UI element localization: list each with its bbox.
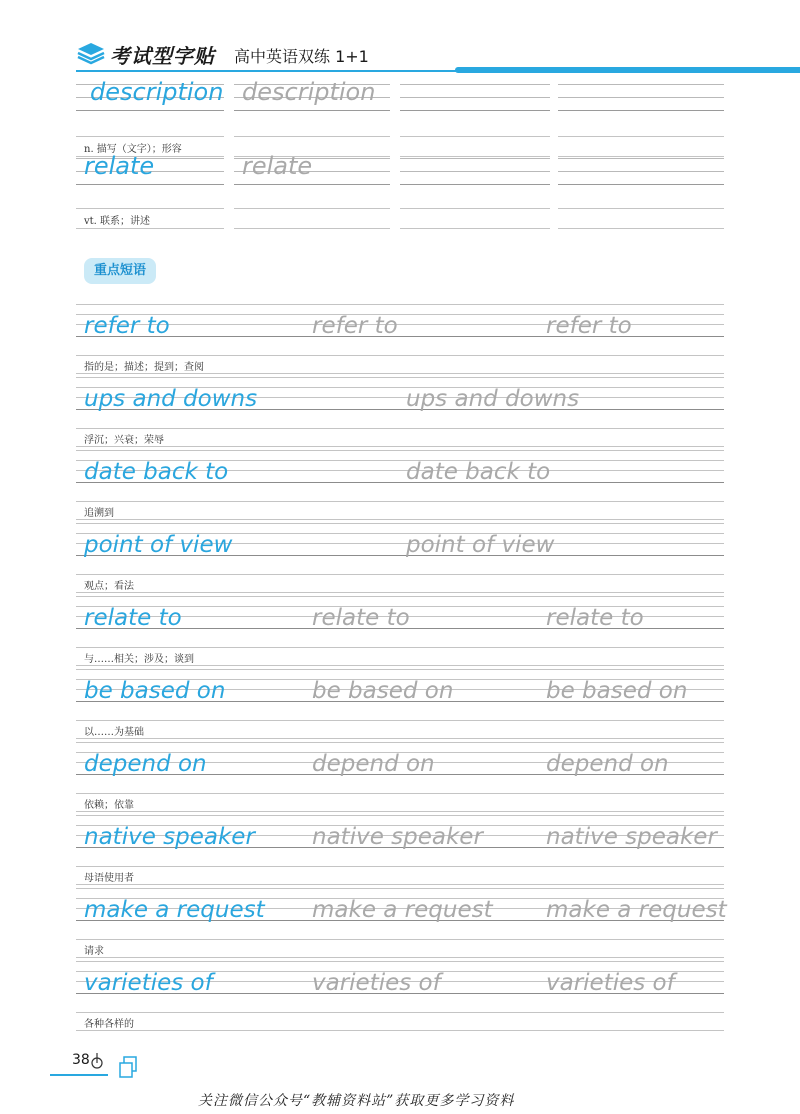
word-writing-cell bbox=[400, 158, 550, 184]
page-number-rule bbox=[50, 1074, 108, 1076]
meaning-rule bbox=[234, 228, 390, 229]
phrase-trace: native speaker bbox=[546, 824, 717, 850]
meaning-rule bbox=[558, 156, 724, 157]
meaning-rule bbox=[400, 208, 550, 209]
book-stack-icon bbox=[76, 37, 106, 67]
phrase-row bbox=[76, 596, 724, 666]
brand-title: 考试型字贴 bbox=[110, 44, 215, 68]
header-accent-bar bbox=[455, 67, 800, 73]
phrase-model: be based on bbox=[84, 678, 226, 704]
phrase-trace: varieties of bbox=[546, 970, 675, 996]
word-writing-cell bbox=[234, 78, 390, 110]
phrase-trace: be based on bbox=[546, 678, 688, 704]
phrase-trace: depend on bbox=[312, 751, 435, 777]
word-meaning: vt. 联系；讲述 bbox=[84, 216, 151, 227]
phrase-meaning: 各种各样的 bbox=[84, 1019, 134, 1030]
meaning-rule bbox=[234, 136, 390, 137]
phrase-model: relate to bbox=[84, 605, 182, 631]
meaning-rule bbox=[558, 208, 724, 209]
phrase-model: native speaker bbox=[84, 824, 255, 850]
meaning-rule bbox=[558, 136, 724, 137]
phrase-meaning: 浮沉；兴衰；荣辱 bbox=[84, 435, 164, 446]
phrase-meaning: 指的是；描述；提到；查阅 bbox=[84, 362, 204, 373]
word-meaning: n. 描写（文字）；形容 bbox=[84, 144, 182, 155]
page-header bbox=[0, 0, 800, 80]
phrase-trace: point of view bbox=[406, 532, 555, 558]
phrase-row bbox=[76, 742, 724, 812]
phrase-row bbox=[76, 961, 724, 1031]
phrase-row bbox=[76, 669, 724, 739]
meaning-rule bbox=[400, 228, 550, 229]
book-title: 高中英语双练 1+1 bbox=[234, 47, 369, 66]
phrase-model: point of view bbox=[84, 532, 233, 558]
word-writing-cell bbox=[76, 78, 224, 110]
phrase-trace: ups and downs bbox=[406, 386, 580, 412]
phrase-trace: native speaker bbox=[312, 824, 483, 850]
page-number: 38 bbox=[72, 1052, 90, 1068]
word-writing-cell bbox=[234, 152, 390, 184]
phrase-model: depend on bbox=[84, 751, 207, 777]
word-model: relate bbox=[84, 152, 155, 180]
meaning-rule bbox=[76, 136, 224, 137]
phrase-trace: make a request bbox=[546, 897, 727, 923]
document-icon bbox=[118, 1056, 138, 1078]
phrase-row bbox=[76, 304, 724, 374]
phrase-trace: depend on bbox=[546, 751, 669, 777]
pen-nib-icon bbox=[90, 1052, 104, 1070]
meaning-rule bbox=[558, 228, 724, 229]
phrase-model: ups and downs bbox=[84, 386, 258, 412]
phrase-trace: relate to bbox=[546, 605, 644, 631]
word-writing-cell bbox=[76, 152, 224, 184]
phrase-model: date back to bbox=[84, 459, 229, 485]
phrase-row bbox=[76, 450, 724, 520]
phrase-trace: relate to bbox=[312, 605, 410, 631]
meaning-rule bbox=[76, 228, 224, 229]
phrase-row bbox=[76, 888, 727, 958]
footer-note: 关注微信公众号“教辅资料站”获取更多学习资料 bbox=[198, 1093, 515, 1109]
word-writing-cell bbox=[400, 84, 550, 110]
meaning-rule bbox=[234, 208, 390, 209]
phrase-trace: varieties of bbox=[312, 970, 441, 996]
phrase-meaning: 请求 bbox=[84, 946, 104, 957]
phrase-model: make a request bbox=[84, 897, 265, 923]
word-model: description bbox=[90, 78, 224, 106]
meaning-rule bbox=[400, 136, 550, 137]
word-trace: description bbox=[242, 78, 376, 106]
phrase-trace: refer to bbox=[312, 313, 398, 339]
phrase-row bbox=[76, 377, 724, 447]
phrase-trace: refer to bbox=[546, 313, 632, 339]
word-writing-cell bbox=[558, 158, 724, 184]
phrase-row bbox=[76, 523, 724, 593]
word-trace: relate bbox=[242, 152, 313, 180]
phrase-meaning: 与……相关；涉及；谈到 bbox=[84, 654, 194, 665]
word-writing-cell bbox=[558, 84, 724, 110]
section-badge: 重点短语 bbox=[84, 258, 156, 284]
phrase-meaning: 母语使用者 bbox=[84, 873, 134, 884]
phrase-meaning: 以……为基础 bbox=[84, 727, 144, 738]
phrase-trace: date back to bbox=[406, 459, 551, 485]
meaning-rule bbox=[76, 208, 224, 209]
phrase-model: refer to bbox=[84, 313, 170, 339]
phrase-row bbox=[76, 815, 724, 885]
meaning-rule bbox=[400, 156, 550, 157]
phrase-model: varieties of bbox=[84, 970, 213, 996]
phrase-meaning: 依赖；依靠 bbox=[84, 800, 134, 811]
phrase-meaning: 观点；看法 bbox=[84, 581, 134, 592]
phrase-trace: make a request bbox=[312, 897, 493, 923]
phrase-meaning: 追溯到 bbox=[84, 508, 114, 519]
phrase-trace: be based on bbox=[312, 678, 454, 704]
